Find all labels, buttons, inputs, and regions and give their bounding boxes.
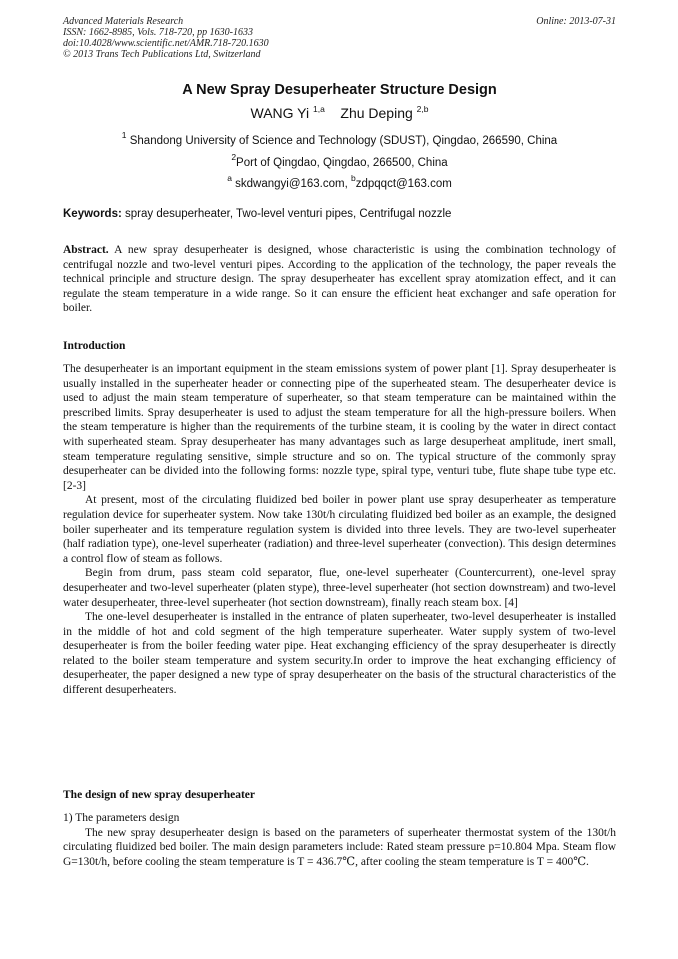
affiliation-mark: 1 — [121, 130, 127, 140]
email-b[interactable]: zdpqqct@163.com — [355, 178, 452, 190]
paragraph: At present, most of the circulating fluidized bed boiler in power plant use spray desuperheater as temperature regulation device for superheater system. Now take 130t/h circulating fluidized bed boiler as an example, the designed boiler superheater and its temperature regulation system is divided into three levels. They are two-level superheater (half radiation type), one-level superheater (radiation) and three-level superheater (convection). This design determines a control flow of steam as follows. — [63, 494, 616, 565]
paragraph: The one-level desuperheater is installed in the entrance of platen superheater, two-level desuperheater is installed in the middle of hot and cold segment of the high temperature superheater. Water supply system of two-level desuperheater is from the boiler feeding water pipe. Heat exchanging efficiency of the spray desuperheater is directly related to the boiler steam temperature and system security.In order to improve the heat exchanging efficiency of desuperheater, the paper designed a new type of spray desuperheater on the basis of the structural characteristics of the different desuperheaters. — [63, 611, 616, 697]
keywords-line — [63, 208, 616, 220]
affiliation-text: Shandong University of Science and Technology (SDUST), Qingdao, 266590, China — [129, 135, 558, 147]
design-body — [63, 811, 616, 869]
email-mark: b — [351, 173, 356, 183]
author-name: Zhu Deping — [340, 105, 413, 121]
author-superscript: 1,a — [313, 104, 325, 114]
affiliation-text: Port of Qingdao, Qingdao, 266500, China — [236, 157, 448, 169]
email-a[interactable]: skdwangyi@163.com, — [235, 178, 348, 190]
paragraph: The new spray desuperheater design is based on the parameters of superheater thermostat system of the 130t/h circulating fluidized bed boiler. The main design parameters include: Rated steam pressure p=10.804 Mpa. Steam flow G=130t/h, before cooling the steam temperature is T = 436.7℃, after cooling the steam temperature is T = 400℃. — [63, 826, 616, 868]
keywords-text: spray desuperheater, Two-level venturi pipes, Centrifugal nozzle — [125, 208, 452, 220]
online-date: Online: 2013-07-31 — [536, 16, 616, 27]
author-superscript: 2,b — [416, 104, 429, 114]
introduction-body — [63, 362, 616, 698]
copyright-line: © 2013 Trans Tech Publications Ltd, Switzerland — [63, 49, 261, 60]
journal-header — [63, 16, 616, 60]
author-line — [63, 104, 616, 121]
subheading: 1) The parameters design — [63, 812, 180, 824]
introduction-heading: Introduction — [63, 340, 126, 352]
doi-line: doi:10.4028/www.scientific.net/AMR.718-720.1630 — [63, 38, 269, 49]
issn-line: ISSN: 1662-8985, Vols. 718-720, pp 1630-1633 — [63, 27, 253, 38]
affiliation-1 — [63, 130, 616, 147]
paragraph: Begin from drum, pass steam cold separator, flue, one-level superheater (Countercurrent), one-level spray desuperheater and two-level superheater (platen stype), three-level superheater (hot section downstream) and two-level water desuperheater, three-level superheater (hot section downstream), finally reach steam box. [4] — [63, 567, 616, 609]
journal-name: Advanced Materials Research — [63, 16, 184, 27]
abstract-label: Abstract. — [63, 244, 109, 256]
email-line — [63, 173, 616, 190]
paragraph: The desuperheater is an important equipment in the steam emissions system of power plant [1]. Spray desuperheater is usually installed in the superheater header or connecting pipe of the superheated steam. The desuperheater device is used to adjust the main steam temperature of superheater, so that steam temperature can be maintained within the prescribed limits. Spray desuperheater is used to adjust the steam temperature for all the high-pressure boilers. When the steam temperature is higher than the requirements of the turbine steam, it is cooling by the water in direct contact with superheated steam. Spray desuperheater has many advantages such as large desuperheat amplitude, inert small, steam temperature regulating sensitive, simple structure and so on. The typical structure of the commonly spray desuperheater can be divided into the following forms: nozzle type, spiral type, venturi tube, flute shape tube type etc. [2-3] — [63, 363, 616, 492]
design-heading: The design of new spray desuperheater — [63, 789, 255, 801]
author-name: WANG Yi — [250, 105, 310, 121]
email-mark: a — [227, 173, 232, 183]
keywords-label: Keywords: — [63, 208, 122, 220]
affiliation-mark: 2 — [231, 152, 237, 162]
paper-title: A New Spray Desuperheater Structure Design — [182, 82, 497, 98]
affiliation-2 — [63, 152, 616, 169]
abstract — [63, 243, 616, 316]
abstract-text: A new spray desuperheater is designed, whose characteristic is using the combination technology of centrifugal nozzle and two-level venturi pipes. According to the application of the technology, the paper reveals the technical principle and structure design. The spray desuperheater has excellent spray atomization effect, and it can regulate the steam temperature in a wide range. So it can ensure the efficient heat exchanger and safe operation for boiler. — [63, 244, 617, 315]
